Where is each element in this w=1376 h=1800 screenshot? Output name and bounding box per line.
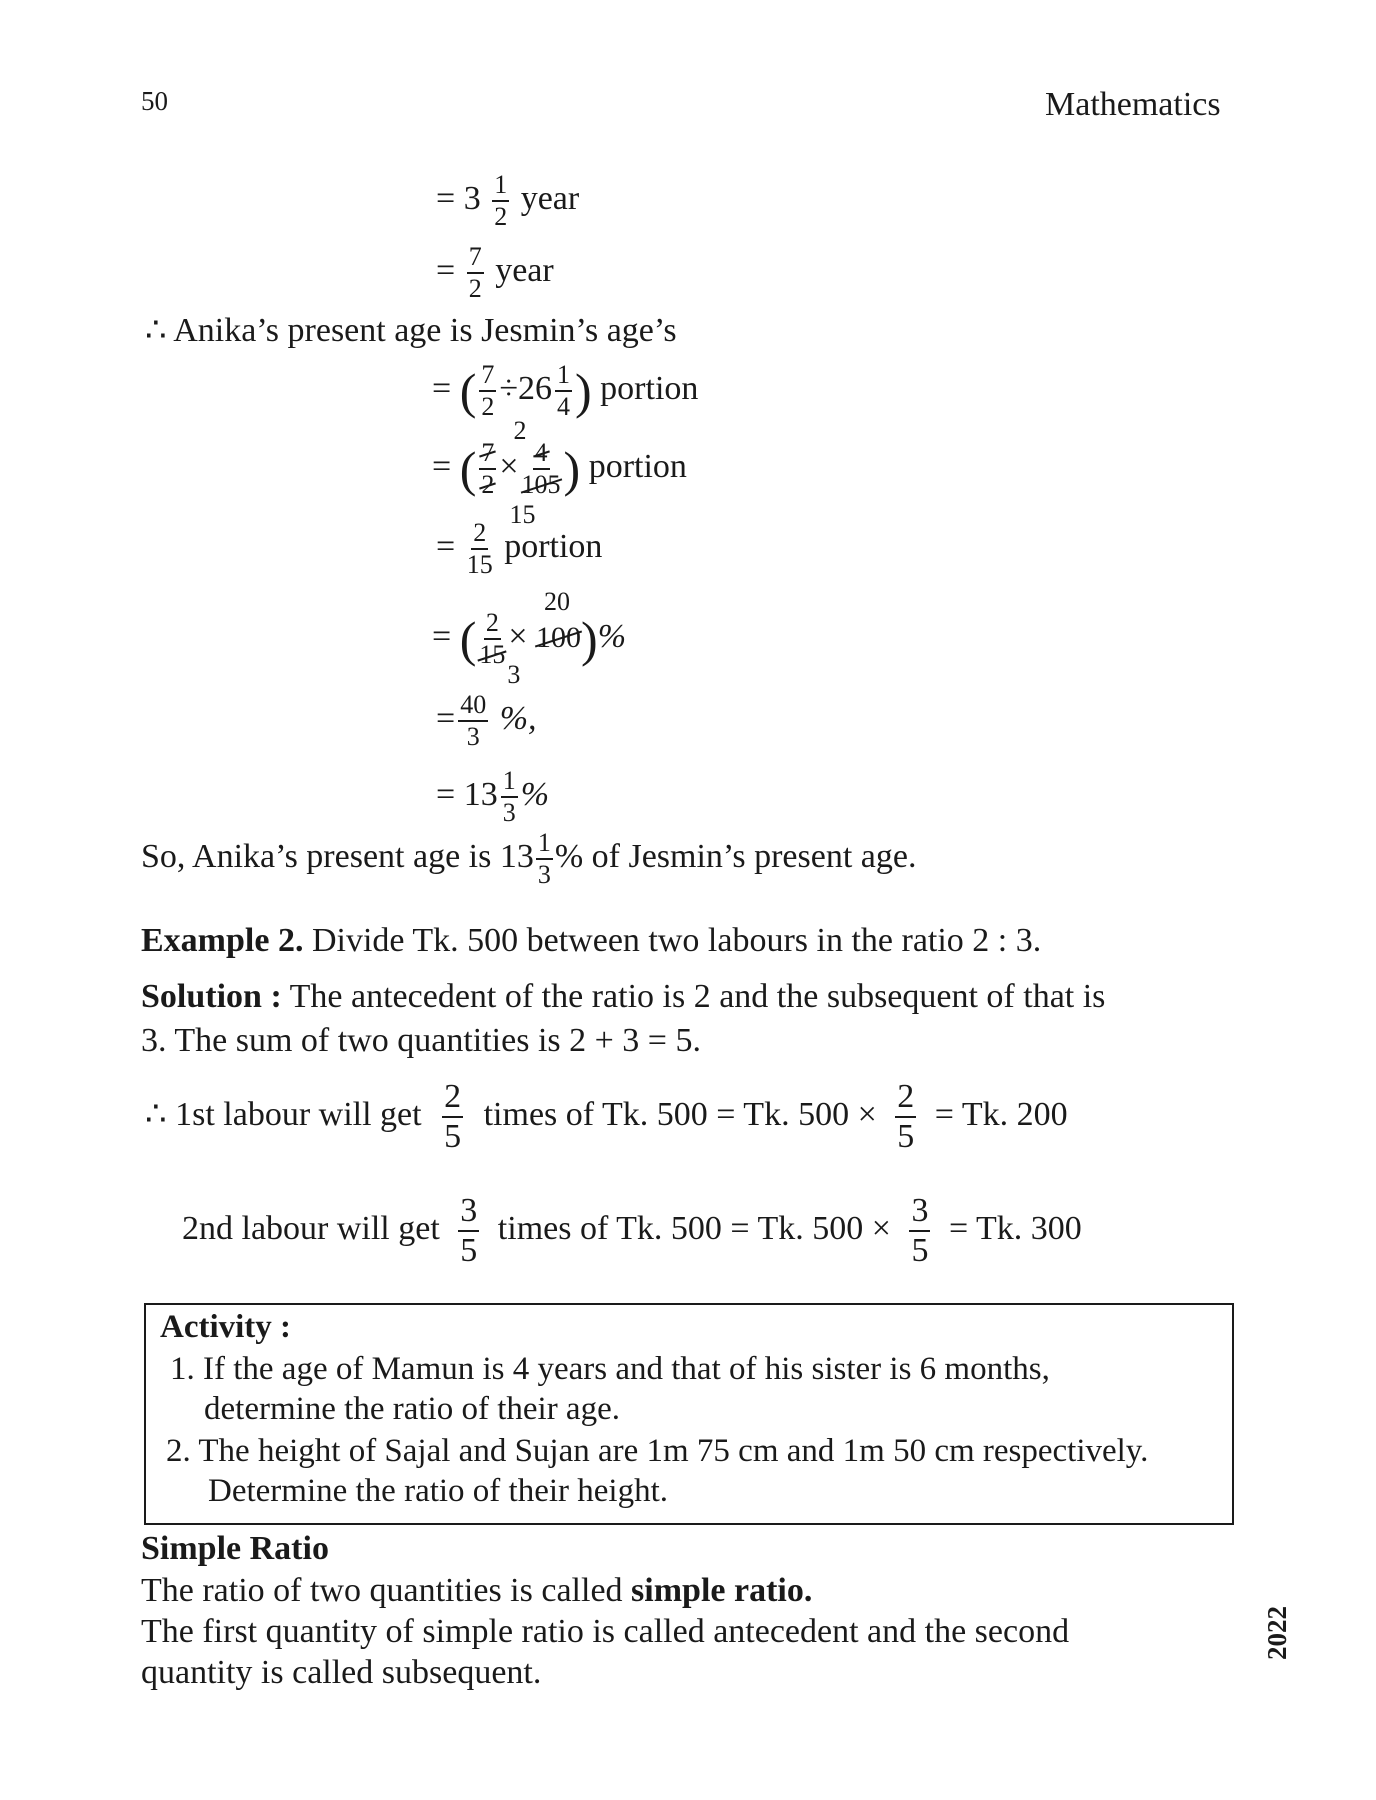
line-text: The ratio of two quantities is called — [141, 1572, 632, 1609]
example-text: Divide Tk. 500 between two labours in the ratio 2 : 3. — [311, 922, 1042, 959]
running-head: Mathematics — [1045, 86, 1221, 123]
fraction — [555, 362, 572, 420]
denominator — [479, 640, 505, 668]
simple-ratio-line-1 — [141, 1572, 812, 1610]
reduced-denominator: 3 — [507, 660, 521, 689]
activity-item-2-line-2: Determine the ratio of their height. — [208, 1473, 669, 1509]
prefix: ∴ 1st labour will get — [145, 1095, 422, 1133]
numerator: 2 — [442, 1080, 463, 1118]
activity-item-2-line-1: 2. The height of Sajal and Sujan are 1m 75 cm and 1m 50 cm respectively. — [166, 1433, 1149, 1469]
eq-sign: = — [436, 775, 456, 813]
open-paren: ( — [459, 611, 477, 667]
activity-title: Activity : — [160, 1309, 292, 1345]
denominator — [522, 470, 561, 498]
eq-sign: = — [436, 699, 456, 737]
page-number: 50 — [141, 86, 168, 116]
operator: ÷ — [499, 369, 519, 407]
simple-ratio-line-3: quantity is called subsequent. — [141, 1654, 542, 1691]
therefore-line: ∴ Anika’s present age is Jesmin’s age’s — [145, 312, 677, 349]
unit: %, — [499, 699, 537, 737]
numerator — [533, 440, 550, 470]
eq-line-8 — [436, 768, 549, 826]
fraction — [895, 1080, 916, 1154]
middle: times of Tk. 500 = Tk. 500 × — [483, 1095, 877, 1133]
unit: year — [520, 179, 580, 217]
cancelled-value: 4 — [534, 438, 548, 467]
result: = Tk. 200 — [934, 1095, 1068, 1133]
whole: 3 — [463, 179, 481, 217]
cancelled-term — [536, 586, 582, 655]
conclusion-before: So, Anika’s present age is 13 — [141, 837, 534, 875]
fraction — [479, 440, 496, 498]
cancelled-value: 100 — [536, 620, 582, 654]
fraction — [492, 172, 509, 230]
side-year-label: 2022 — [1262, 1606, 1292, 1660]
denominator: 5 — [460, 1232, 478, 1269]
open-paren: ( — [459, 441, 477, 497]
denominator: 5 — [897, 1118, 915, 1155]
eq-sign: = — [432, 369, 452, 407]
cancelled-value: 2 — [481, 470, 495, 499]
bold-term: simple ratio. — [631, 1572, 813, 1609]
denominator: 3 — [466, 722, 480, 751]
eq-sign: = — [436, 527, 456, 565]
reduced-value: 20 — [544, 586, 571, 616]
second-labour-line — [182, 1194, 1082, 1268]
eq-sign: = — [436, 179, 456, 217]
unit: % — [597, 617, 627, 655]
unit: % — [520, 775, 550, 813]
solution-line-1 — [141, 978, 1105, 1016]
open-paren: ( — [459, 363, 477, 419]
close-paren: ) — [581, 611, 598, 667]
numerator: 3 — [909, 1194, 930, 1232]
denominator: 4 — [557, 392, 571, 421]
reduced-denominator: 15 — [509, 500, 536, 529]
operator: × — [499, 447, 519, 485]
conclusion-after: % of Jesmin’s present age. — [554, 837, 917, 875]
cancelled-value: 105 — [521, 470, 561, 499]
denominator: 15 — [466, 550, 493, 579]
eq-line-3 — [432, 362, 698, 420]
activity-item-1-line-2: determine the ratio of their age. — [204, 1391, 620, 1427]
activity-box — [144, 1303, 1234, 1525]
numerator: 2 — [895, 1080, 916, 1118]
activity-item-1-line-1: 1. If the age of Mamun is 4 years and that of his sister is 6 months, — [170, 1351, 1050, 1387]
whole: 13 — [463, 775, 498, 813]
first-labour-line — [145, 1080, 1068, 1154]
fraction — [909, 1194, 930, 1268]
fraction — [442, 1080, 463, 1154]
denominator: 2 — [468, 274, 482, 303]
simple-ratio-line-2: The first quantity of simple ratio is called antecedent and the second — [141, 1613, 1070, 1650]
fraction — [536, 830, 553, 888]
solution-line-2: 3. The sum of two quantities is 2 + 3 = 5. — [141, 1022, 701, 1059]
whole: 26 — [518, 369, 553, 407]
numerator: 1 — [555, 362, 572, 392]
numerator — [479, 440, 496, 470]
example-label: Example 2. — [141, 922, 304, 959]
fraction — [509, 416, 561, 529]
eq-line-5 — [436, 520, 602, 578]
eq-sign: = — [432, 447, 452, 485]
close-paren: ) — [563, 441, 581, 497]
denominator: 3 — [502, 798, 516, 827]
unit: portion — [600, 369, 699, 407]
cancelled-value: 15 — [479, 640, 506, 669]
simple-ratio-heading: Simple Ratio — [141, 1530, 329, 1567]
numerator: 7 — [479, 362, 496, 392]
conclusion-line — [141, 830, 916, 888]
eq-sign: = — [432, 617, 452, 655]
denominator: 5 — [911, 1232, 929, 1269]
eq-line-2 — [436, 244, 554, 302]
unit: portion — [588, 447, 687, 485]
eq-line-4 — [432, 416, 792, 529]
numerator: 1 — [492, 172, 509, 202]
close-paren: ) — [575, 363, 592, 419]
fraction — [501, 768, 518, 826]
eq-sign: = — [436, 251, 456, 289]
fraction — [479, 362, 496, 420]
fraction — [458, 692, 488, 750]
numerator: 1 — [501, 768, 518, 798]
numerator: 1 — [536, 830, 553, 860]
fraction — [467, 520, 493, 578]
prefix: 2nd labour will get — [182, 1209, 440, 1247]
example-2 — [141, 922, 1041, 960]
reduced-numerator: 2 — [513, 416, 527, 445]
result: = Tk. 300 — [948, 1209, 1082, 1247]
denominator — [481, 470, 494, 498]
numerator: 3 — [458, 1194, 479, 1232]
numerator: 40 — [458, 692, 488, 722]
fraction — [458, 1194, 479, 1268]
unit: year — [495, 251, 554, 289]
fraction — [479, 608, 521, 689]
unit: portion — [504, 527, 603, 565]
numerator: 2 — [471, 520, 488, 550]
eq-line-1 — [436, 172, 579, 230]
denominator: 3 — [537, 860, 551, 889]
operator: × — [508, 617, 528, 655]
solution-text: The antecedent of the ratio is 2 and the subsequent of that is — [289, 978, 1106, 1015]
cancelled-value: 7 — [481, 438, 495, 467]
denominator: 2 — [494, 202, 508, 231]
numerator: 7 — [467, 244, 484, 274]
middle: times of Tk. 500 = Tk. 500 × — [497, 1209, 891, 1247]
eq-line-6 — [432, 586, 692, 689]
numerator: 2 — [484, 610, 501, 640]
eq-line-7 — [436, 692, 537, 750]
denominator: 5 — [444, 1118, 462, 1155]
fraction — [467, 244, 484, 302]
solution-label: Solution : — [141, 978, 282, 1015]
denominator: 2 — [481, 392, 495, 421]
